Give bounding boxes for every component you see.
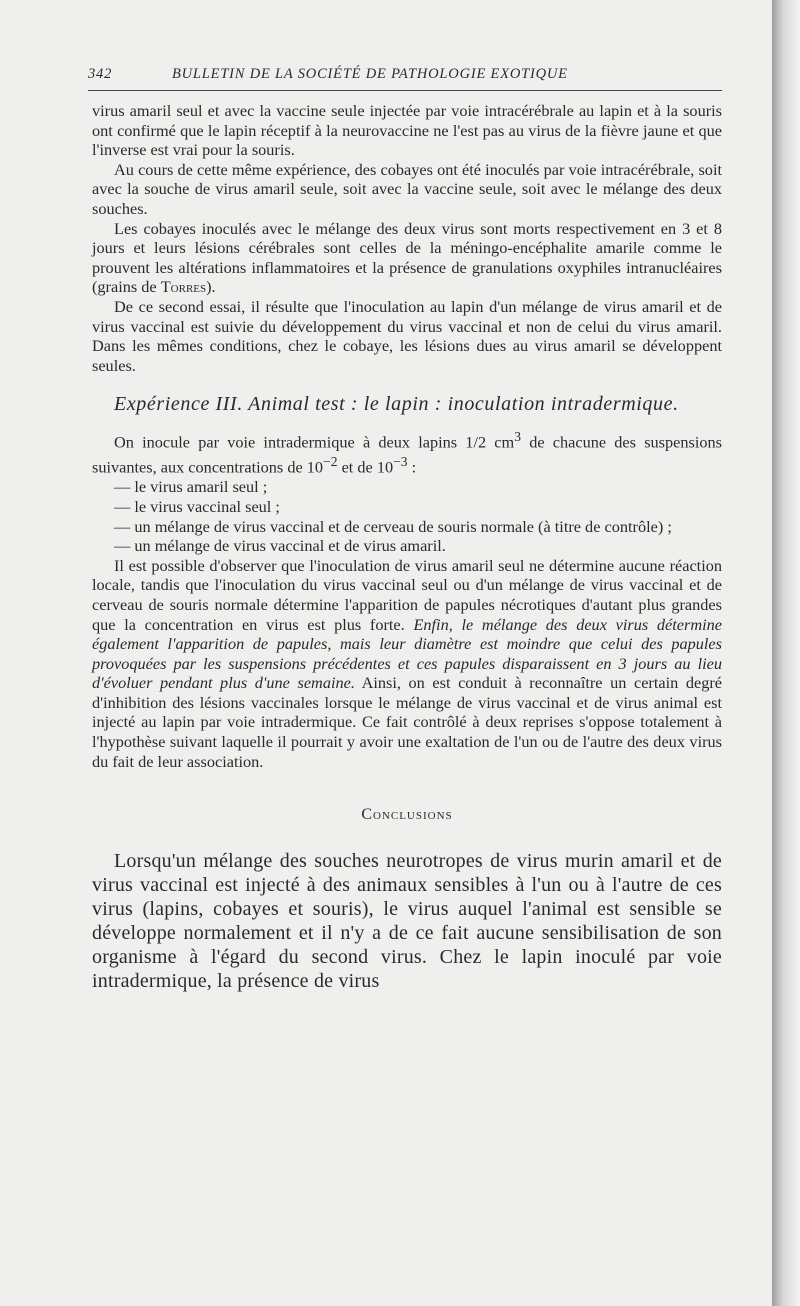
paragraph-6-text-2: Ainsi, on est conduit à reconnaître un certain degré d'inhibition des lésions vaccinales lorsque le mélange de virus vaccinal et de virus animal est injecté au lapin par voie intradermique. Ce fait contrôlé à deux reprises s'oppose totalement à l'hypothèse suivant laquelle il pourrait y avoir une exaltation de l'un ou de l'autre des deux virus du fait de leur association. xyxy=(92,673,722,771)
paragraph-1: virus amaril seul et avec la vaccine seule injectée par voie intracérébrale au lapin et à la souris ont confirmé que le lapin réceptif à la neurovaccine ne l'est pas au virus de la fièvre jaune et que l'inverse est vrai pour la souris. xyxy=(92,101,722,160)
paragraph-6-text: Il est possible d'observer que l'inoculation de virus amaril seul ne détermine aucune réaction locale, tandis que l'inoculation du virus vaccinal seul ou d'un mélange de virus vaccinal et de cerveau de souris normale détermine l'apparition de papules nécrotiques d'autant plus grandes que la concentration en virus est plus forte. xyxy=(92,555,722,634)
section-heading-conclusions: Conclusions xyxy=(361,806,453,824)
conclusion-paragraph: Lorsqu'un mélange des souches neurotropes de virus murin amaril et de virus vaccinal est injecté à des animaux sensibles à l'un ou à l'autre de ces virus (lapins, cobayes et souris), le virus auquel l'animal est sensible se développe normalement et il n'y a de ce fait aucune sensibilisation de son organisme à l'égard du second virus. Chez le lapin inoculé par voie intradermique, la présence de virus xyxy=(92,849,722,992)
paragraph-3-text: Les cobayes inoculés avec le mélange des deux virus sont morts respectivement en 3 et 8 jours et leurs lésions cérébrales sont celles de la méningo-encéphalite amarile comme le prouvent les altérations inflammatoires et la présence de granulations oxyphiles intranucléaires (grains de xyxy=(92,218,722,297)
paragraph-3 xyxy=(92,219,722,297)
page-number: 342 xyxy=(88,66,113,82)
paragraph-4: De ce second essai, il résulte que l'inoculation au lapin d'un mélange de virus amaril et de virus vaccinal est suivie du développement du virus vaccinal et non de celui du virus amaril. Dans les mêmes conditions, chez le cobaye, les lésions dues au virus amaril se développent seules. xyxy=(92,296,722,375)
paragraph-3-end: ). xyxy=(206,277,216,297)
experiment-title: Expérience III. Animal test : le lapin : inoculation intradermique. xyxy=(114,393,679,416)
list-item: — le virus amaril seul ; xyxy=(114,477,268,497)
superscript-exp-3: −3 xyxy=(393,454,408,470)
author-name-torres: Torres xyxy=(160,277,207,297)
paragraph-5 xyxy=(92,427,722,477)
superscript-cube: 3 xyxy=(514,429,521,445)
list-item: — un mélange de virus vaccinal et de cerveau de souris normale (à titre de contrôle) ; xyxy=(114,516,672,536)
paragraph-5-text: On inocule par voie intradermique à deux lapins 1/2 cm xyxy=(114,432,515,452)
paragraph-5-text-2: de chacune des suspensions suivantes, aux concentrations de 10 xyxy=(92,432,722,477)
paragraph-2: Au cours de cette même expérience, des cobayes ont été inoculés par voie intracérébrale, soit avec la souche de virus amaril seule, soit avec la vaccine seule, soit avec le mélange des deux souches. xyxy=(92,159,722,218)
superscript-exp-2: −2 xyxy=(323,454,338,470)
paragraph-6-italic: Enfin, le mélange des deux virus détermine également l'apparition de papules, mais leur diamètre est moindre que celui des papules provoquées par les suspensions précédentes et ces papules disparaissent en 3 jours au lieu d'évoluer pendant plus d'une semaine. xyxy=(92,614,722,693)
journal-title: BULLETIN DE LA SOCIÉTÉ DE PATHOLOGIE EXOTIQUE xyxy=(172,66,568,82)
paragraph-5-text-3: et de 10 xyxy=(337,457,394,477)
running-header xyxy=(88,62,722,91)
article-body xyxy=(92,101,722,993)
page-edge-shadow xyxy=(772,0,800,1306)
list-item: — un mélange de virus vaccinal et de virus amaril. xyxy=(114,536,446,556)
paragraph-5-text-4: : xyxy=(407,457,417,477)
paragraph-6 xyxy=(92,556,722,772)
list-item: — le virus vaccinal seul ; xyxy=(114,496,280,516)
